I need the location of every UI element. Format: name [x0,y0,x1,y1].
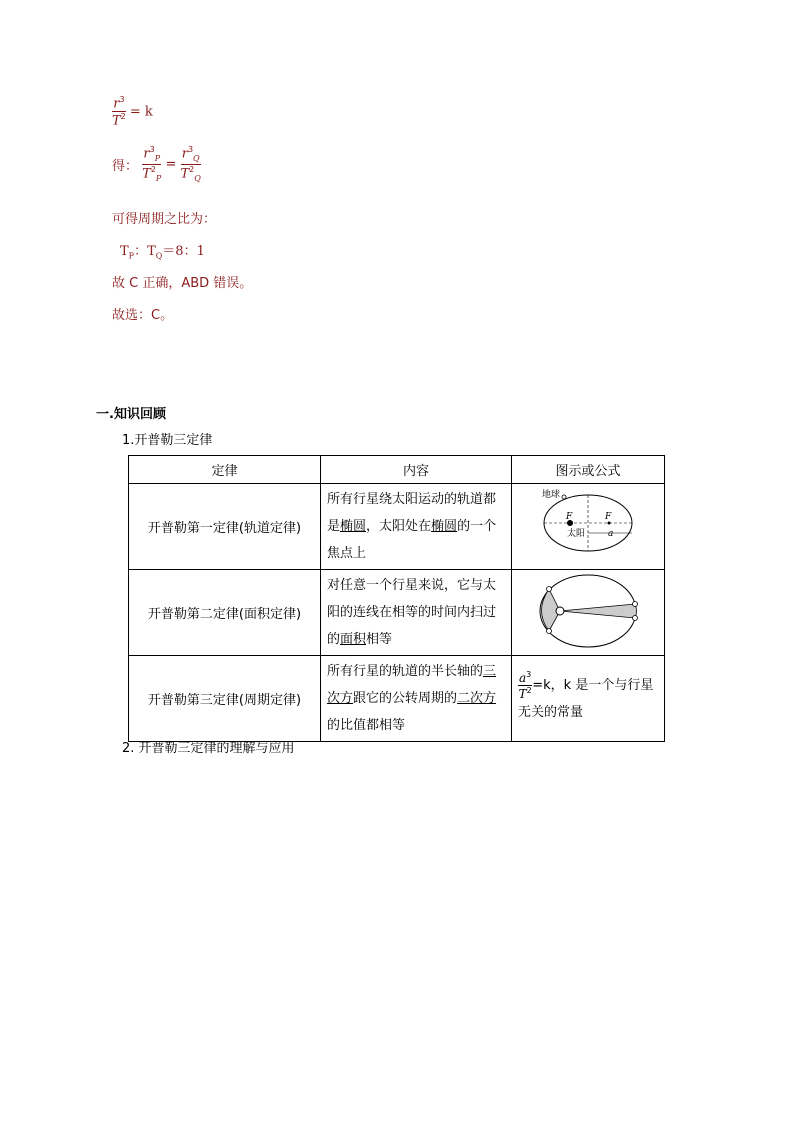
table-row [129,484,665,570]
law-content: 对任意一个行星来说，它与太阳的连线在相等的时间内扫过的面积相等 [321,570,512,656]
conclusion: 故 C 正确，ABD 错误。 [112,276,253,291]
elliptical-orbit-figure [512,485,664,565]
earth-dot [562,495,566,499]
ratio-intro: 可得周期之比为： [112,212,217,227]
equal-area-figure [512,571,664,651]
header-law: 定律 [129,456,321,484]
law-content: 所有行星的轨道的半长轴的三次方跟它的公转周期的二次方的比值都相等 [321,656,512,742]
header-content: 内容 [321,456,512,484]
svg-text:a: a [608,528,614,539]
law-name: 开普勒第一定律(轨道定律) [129,484,321,570]
table-row [129,570,665,656]
law-content: 所有行星绕太阳运动的轨道都是椭圆，太阳处在椭圆的一个焦点上 [321,484,512,570]
period-ratio: $T_P$：$T_Q=8$：1 [120,244,205,261]
period-formula: $\frac{a^3}{T^2}$ =k，k 是一个与行星无关的常量 [512,656,665,742]
equation-ratio: 得： $\frac{r^3_P}{T^2_P}$ = $\frac{r^3_Q}{T^2_Q}$ [112,145,201,183]
subsection-kepler-application: 2. 开普勒三定律的理解与应用 [122,741,295,756]
answer: 故选：C。 [112,308,174,323]
area-diagram [512,570,665,656]
svg-text:F: F [566,511,573,522]
sun-label: 太阳 [567,528,586,539]
subsection-kepler-laws: 1.开普勒三定律 [122,433,213,448]
law-name: 开普勒第三定律(周期定律) [129,656,321,742]
section-title: 一.知识回顾 [96,407,166,422]
ellipse-diagram [512,484,665,570]
law-name: 开普勒第二定律(面积定律) [129,570,321,656]
svg-text:F: F [605,511,612,522]
earth-label: 地球 [542,489,561,500]
equation-r3-t2: $\frac{r^3}{T^2}$ = k [112,95,153,129]
table-row [129,656,665,742]
header-figure: 图示或公式 [512,456,665,484]
table-header-row [129,456,665,484]
sun-dot [556,607,564,615]
kepler-laws-table [128,455,665,742]
